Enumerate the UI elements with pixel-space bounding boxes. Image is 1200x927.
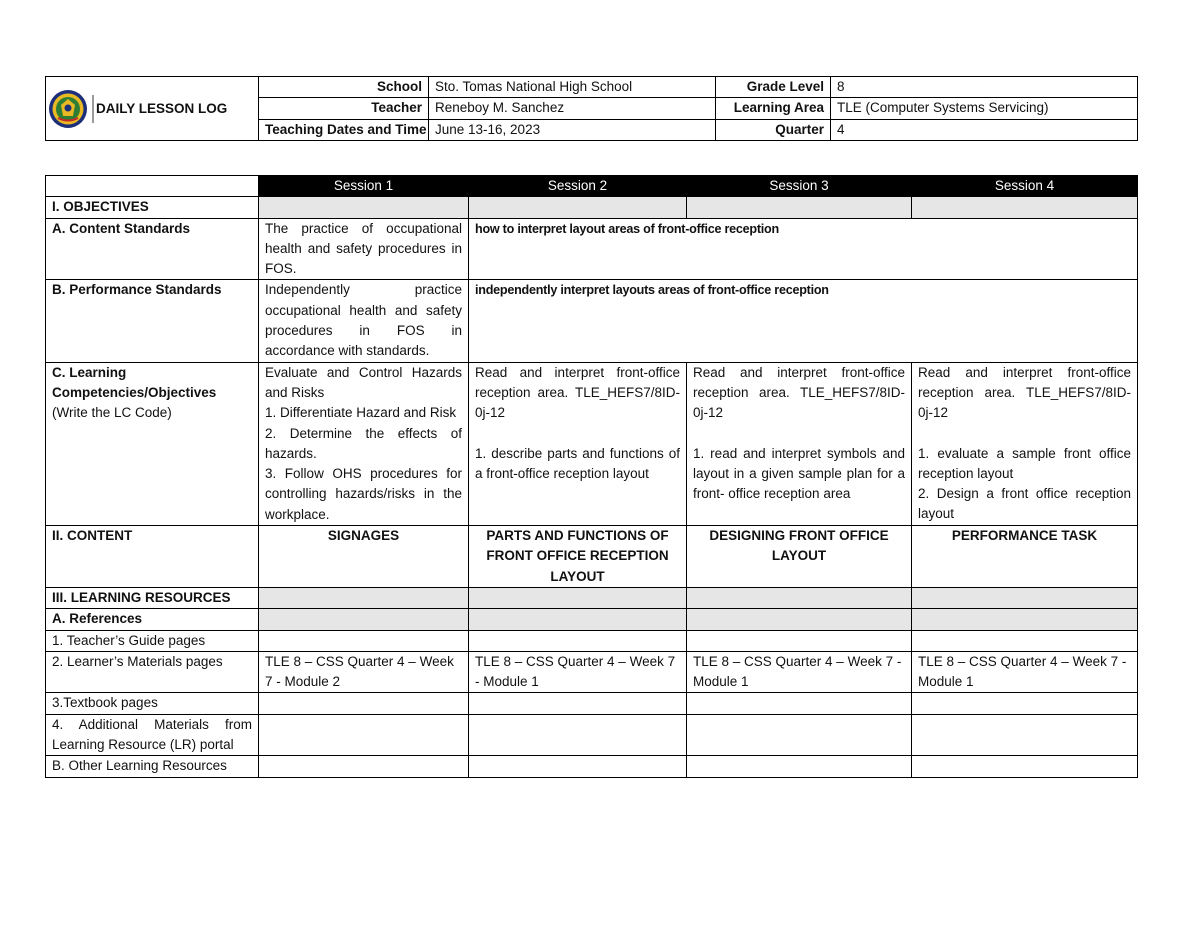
- content-s4: PERFORMANCE TASK: [912, 526, 1138, 588]
- competencies-s2: Read and interpret front-office reception area. TLE_HEFS7/8ID-0j-12 1. describe parts and functions of a front-office reception layout: [469, 362, 687, 525]
- content-standards-label: A. Content Standards: [46, 218, 259, 280]
- grade-level-value: 8: [831, 77, 1138, 98]
- session-2-header: Session 2: [469, 176, 687, 197]
- learning-resources-row: [46, 587, 1138, 608]
- learners-materials-s2: TLE 8 – CSS Quarter 4 – Week 7 - Module 1: [469, 651, 687, 693]
- competencies-s1: Evaluate and Control Hazards and Risks 1. Differentiate Hazard and Risk 2. Determine the effects of hazards. 3. Follow OHS procedures for controlling hazards/risks in the workplace.: [259, 362, 469, 525]
- competencies-label: C. Learning Competencies/Objectives (Write the LC Code): [46, 362, 259, 525]
- content-label: II. CONTENT: [46, 526, 259, 588]
- additional-materials-label: 4. Additional Materials from Learning Resource (LR) portal: [46, 714, 259, 756]
- competencies-s3: Read and interpret front-office reception area. TLE_HEFS7/8ID-0j-12 1. read and interpret symbols and layout in a given sample plan for a front- office reception area: [687, 362, 912, 525]
- competencies-s4: Read and interpret front-office reception area. TLE_HEFS7/8ID-0j-12 1. evaluate a sample front office reception layout 2. Design a front office reception layout: [912, 362, 1138, 525]
- textbook-label: 3.Textbook pages: [46, 693, 259, 714]
- teachers-guide-row: [46, 630, 1138, 651]
- teaching-dates-label: Teaching Dates and Time: [259, 119, 429, 140]
- school-seal-icon: [48, 85, 88, 133]
- document-title: DAILY LESSON LOG: [92, 95, 227, 123]
- header-corner: [46, 176, 259, 197]
- references-row: [46, 609, 1138, 630]
- session-4-header: Session 4: [912, 176, 1138, 197]
- quarter-label: Quarter: [716, 119, 831, 140]
- learners-materials-s4: TLE 8 – CSS Quarter 4 – Week 7 - Module 1: [912, 651, 1138, 693]
- teachers-guide-label: 1. Teacher’s Guide pages: [46, 630, 259, 651]
- competencies-row: [46, 362, 1138, 525]
- school-value: Sto. Tomas National High School: [429, 77, 716, 98]
- content-standards-s2-4: how to interpret layout areas of front-office reception: [469, 218, 1138, 280]
- objectives-row: [46, 197, 1138, 218]
- lesson-table: [45, 175, 1138, 778]
- other-resources-label: B. Other Learning Resources: [46, 756, 259, 777]
- content-s3: DESIGNING FRONT OFFICE LAYOUT: [687, 526, 912, 588]
- teacher-label: Teacher: [259, 98, 429, 119]
- school-label: School: [259, 77, 429, 98]
- textbook-row: [46, 693, 1138, 714]
- content-row: [46, 526, 1138, 588]
- content-s2: PARTS AND FUNCTIONS OF FRONT OFFICE RECEPTION LAYOUT: [469, 526, 687, 588]
- teacher-value: Reneboy M. Sanchez: [429, 98, 716, 119]
- session-1-header: Session 1: [259, 176, 469, 197]
- learners-materials-s1: TLE 8 – CSS Quarter 4 – Week 7 - Module 2: [259, 651, 469, 693]
- objectives-label: I. OBJECTIVES: [46, 197, 259, 218]
- grade-level-label: Grade Level: [716, 77, 831, 98]
- learners-materials-row: [46, 651, 1138, 693]
- content-standards-s1: The practice of occupational health and safety procedures in FOS.: [259, 218, 469, 280]
- quarter-value: 4: [831, 119, 1138, 140]
- learning-area-value: TLE (Computer Systems Servicing): [831, 98, 1138, 119]
- content-standards-row: [46, 218, 1138, 280]
- references-label: A. References: [46, 609, 259, 630]
- content-s1: SIGNAGES: [259, 526, 469, 588]
- performance-standards-row: [46, 280, 1138, 362]
- additional-materials-row: [46, 714, 1138, 756]
- session-header-row: [46, 176, 1138, 197]
- learning-resources-label: III. LEARNING RESOURCES: [46, 587, 259, 608]
- other-resources-row: [46, 756, 1138, 777]
- performance-standards-label: B. Performance Standards: [46, 280, 259, 362]
- teaching-dates-value: June 13-16, 2023: [429, 119, 716, 140]
- performance-standards-s2-4: independently interpret layouts areas of front-office reception: [469, 280, 1138, 362]
- session-3-header: Session 3: [687, 176, 912, 197]
- performance-standards-s1: Independently practice occupational health and safety procedures in FOS in accordance with standards.: [259, 280, 469, 362]
- logo-title-cell: [46, 77, 259, 141]
- header-table: [45, 76, 1138, 141]
- learners-materials-label: 2. Learner’s Materials pages: [46, 651, 259, 693]
- learners-materials-s3: TLE 8 – CSS Quarter 4 – Week 7 - Module 1: [687, 651, 912, 693]
- learning-area-label: Learning Area: [716, 98, 831, 119]
